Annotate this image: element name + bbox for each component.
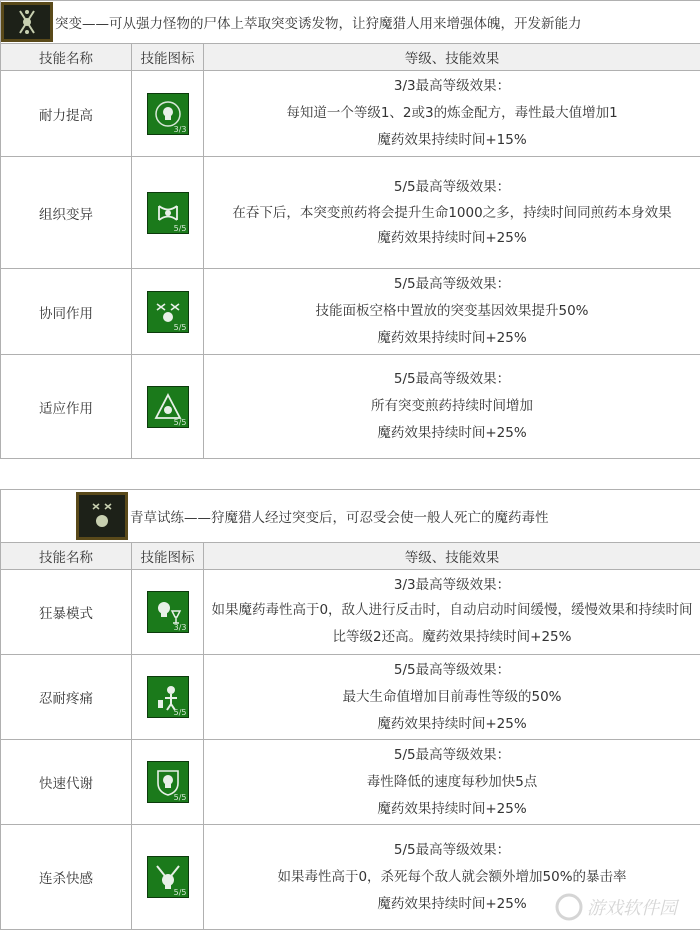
mutation-category-icon — [1, 2, 53, 42]
dna-skull-icon: 5/5 — [147, 291, 189, 333]
table-row — [1, 355, 700, 459]
table-title: 突变——可从强力怪物的尸体上萃取突变诱发物，让狩魔猎人用来增强体魄，开发新能力 — [55, 16, 582, 32]
dna-helix-icon: 5/5 — [147, 192, 189, 234]
table-title-row — [1, 490, 700, 543]
table-title-row — [1, 1, 700, 44]
skill-name: 协同作用 — [1, 269, 132, 355]
skill-effect: 5/5最高等级效果： 毒性降低的速度每秒加快5点 魔药效果持续时间+25% — [204, 740, 700, 825]
site-watermark-logo — [555, 890, 695, 924]
triangle-emblem-icon: 5/5 — [147, 386, 189, 428]
table-title: 青草试练——狩魔猎人经过突变后，可忍受会使一般人死亡的魔药毒性 — [130, 510, 549, 526]
skill-name: 快速代谢 — [1, 740, 132, 825]
header-skill-effect: 等级、技能效果 — [204, 543, 700, 570]
skill-name: 适应作用 — [1, 355, 132, 459]
table-row — [1, 269, 700, 355]
grass-trial-category-icon — [76, 492, 128, 540]
table-row — [1, 655, 700, 740]
skill-name: 忍耐疼痛 — [1, 655, 132, 740]
skull-goblet-icon: 3/3 — [147, 591, 189, 633]
skill-effect: 5/5最高等级效果： 在吞下后，本突变煎药将会提升生命1000之多，持续时间同煎药本身效果 魔药效果持续时间+25% — [204, 157, 700, 269]
table-row — [1, 740, 700, 825]
skill-effect: 3/3最高等级效果： 如果魔药毒性高于0，敌人进行反击时，自动启动时间缓慢，缓慢效果和持续时间比等级2还高。魔药效果持续时间+25% — [204, 570, 700, 655]
table-row — [1, 570, 700, 655]
skill-effect: 5/5最高等级效果： 最大生命值增加目前毒性等级的50% 魔药效果持续时间+25% — [204, 655, 700, 740]
mutation-skill-table — [0, 0, 700, 459]
figure-bottle-icon: 5/5 — [147, 676, 189, 718]
grass-trial-skill-table — [0, 489, 700, 930]
skill-name: 连杀快感 — [1, 825, 132, 930]
table-row — [1, 157, 700, 269]
header-skill-name: 技能名称 — [1, 44, 132, 71]
skull-swords-icon: 5/5 — [147, 856, 189, 898]
skill-name: 组织变异 — [1, 157, 132, 269]
header-skill-icon: 技能图标 — [132, 543, 204, 570]
header-skill-effect: 等级、技能效果 — [204, 44, 700, 71]
skill-effect: 3/3最高等级效果： 每知道一个等级1、2或3的炼金配方，毒性最大值增加1 魔药效果持续时间+15% — [204, 71, 700, 157]
skill-effect: 5/5最高等级效果： 如果毒性高于0，杀死每个敌人就会额外增加50%的暴击率 魔药效果持续时间+25% — [204, 825, 700, 930]
skill-effect: 5/5最高等级效果： 技能面板空格中置放的突变基因效果提升50% 魔药效果持续时间+25% — [204, 269, 700, 355]
skill-name: 狂暴模式 — [1, 570, 132, 655]
skull-emblem-icon: 3/3 — [147, 93, 189, 135]
header-skill-name: 技能名称 — [1, 543, 132, 570]
skull-shield-icon: 5/5 — [147, 761, 189, 803]
skill-name: 耐力提高 — [1, 71, 132, 157]
header-skill-icon: 技能图标 — [132, 44, 204, 71]
table-row — [1, 71, 700, 157]
svg-text:游戏软件园: 游戏软件园 — [587, 898, 677, 919]
skill-effect: 5/5最高等级效果： 所有突变煎药持续时间增加 魔药效果持续时间+25% — [204, 355, 700, 459]
